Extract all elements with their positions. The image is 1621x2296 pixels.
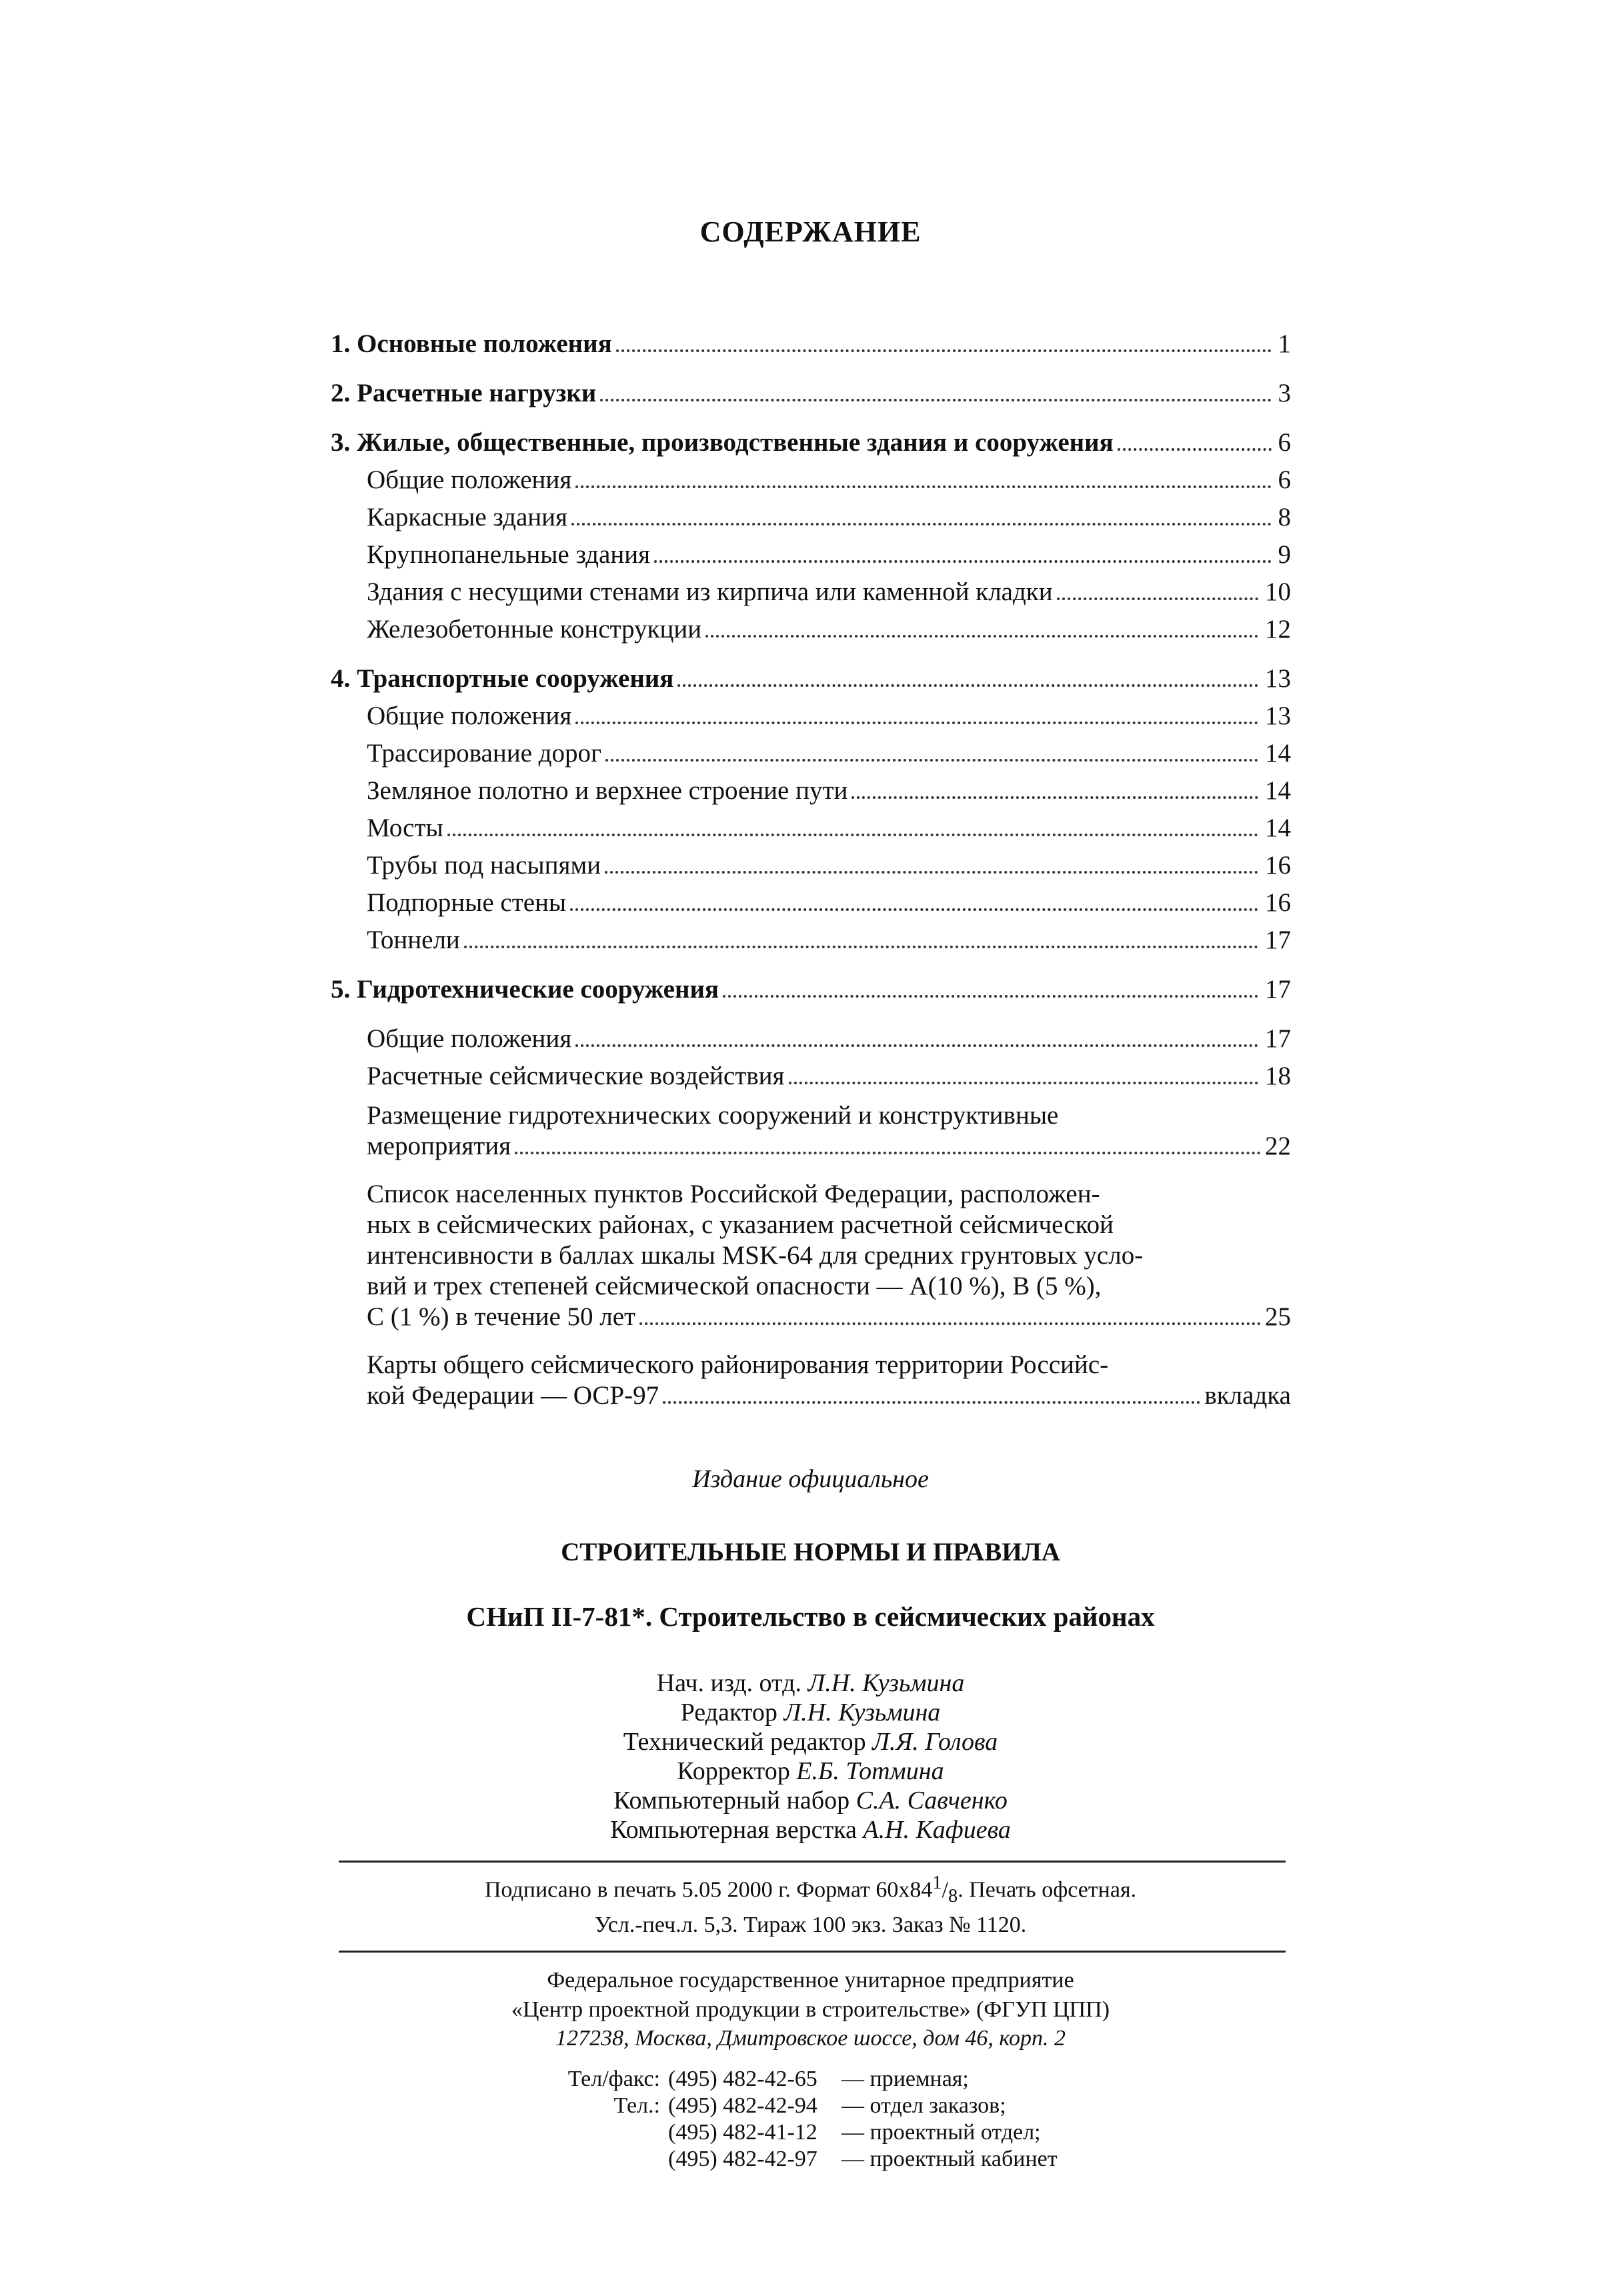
toc-page: 17 [1265, 1024, 1291, 1053]
toc-label-line: интенсивности в баллах шкалы MSK-64 для средних грунтовых усло- [367, 1241, 1144, 1270]
toc-item[interactable] [331, 810, 1291, 847]
leader-dots [852, 796, 1258, 799]
toc-item-settlement-list[interactable] [331, 1179, 1291, 1332]
toc-page: 16 [1265, 851, 1291, 880]
toc-page: 18 [1265, 1062, 1291, 1090]
toc-label: Тоннели [367, 926, 460, 954]
toc-page: 14 [1265, 776, 1291, 805]
toc-section-1[interactable] [331, 325, 1291, 363]
leader-dots [789, 1082, 1259, 1084]
toc-label: Мосты [367, 814, 443, 842]
divider [339, 1861, 1286, 1863]
toc-label-line: вий и трех степеней сейсмической опасности — A(10 %), B (5 %), [367, 1272, 1102, 1300]
publisher-line: «Центр проектной продукции в строительстве» (ФГУП ЦПП) [511, 1997, 1110, 2022]
phone-label [520, 2146, 668, 2173]
phone-label: Тел.: [613, 2093, 660, 2118]
credit-name: С.А. Савченко [856, 1787, 1008, 1815]
credit-role: Корректор [677, 1757, 790, 1785]
toc-page: 8 [1278, 503, 1291, 531]
credit-name: Л.Я. Голова [872, 1728, 998, 1756]
toc-item[interactable] [331, 772, 1291, 810]
phone-label: Тел/факс: [567, 2067, 660, 2091]
toc-item[interactable] [331, 1058, 1291, 1095]
credit-line [0, 1815, 1621, 1845]
toc-page: 13 [1265, 664, 1291, 693]
toc-label-last-line [367, 1380, 1291, 1411]
toc-page: 10 [1265, 578, 1291, 606]
toc-page: 13 [1265, 702, 1291, 730]
leader-dots [571, 523, 1272, 525]
toc-item[interactable] [331, 922, 1291, 959]
phone-desc: — отдел заказов; [842, 2093, 1006, 2118]
fraction-denominator: 8 [948, 1886, 958, 1907]
credit-name: Л.Н. Кузьмина [807, 1669, 965, 1697]
credit-line [0, 1757, 1621, 1786]
phone-row [520, 2146, 1058, 2173]
credit-line [0, 1668, 1621, 1698]
credits-block [0, 1668, 1621, 1845]
publisher-block [0, 1966, 1621, 2025]
toc-label: Здания с несущими стенами из кирпича или каменной кладки [367, 578, 1053, 606]
phone-row [520, 2119, 1058, 2146]
toc-item[interactable] [331, 536, 1291, 573]
toc-page: 17 [1265, 926, 1291, 954]
toc-label-line: C (1 %) в течение 50 лет [367, 1302, 636, 1331]
leader-dots [575, 722, 1258, 724]
credit-line [0, 1698, 1621, 1727]
credit-role: Редактор [680, 1698, 777, 1727]
toc-label: Железобетонные конструкции [367, 615, 702, 644]
toc-item[interactable] [331, 735, 1291, 772]
toc-item[interactable] [331, 1020, 1291, 1058]
toc-page: 14 [1265, 739, 1291, 768]
toc-section-5[interactable] [331, 971, 1291, 1008]
toc-item[interactable] [331, 499, 1291, 536]
toc-label: Общие положения [367, 1024, 572, 1053]
toc-label: 2. Расчетные нагрузки [331, 379, 597, 407]
leader-dots [654, 560, 1271, 563]
phone-desc: — проектный кабинет [842, 2147, 1058, 2171]
leader-dots [515, 1152, 1261, 1154]
toc-item[interactable] [331, 461, 1291, 499]
toc-page: 16 [1265, 888, 1291, 917]
phone-label [520, 2119, 668, 2146]
toc-label-last-line [367, 1131, 1291, 1162]
toc-label: Общие положения [367, 702, 572, 730]
toc-page: 6 [1278, 465, 1291, 494]
print-info-text: . Печать офсетная. [958, 1877, 1137, 1903]
toc-item[interactable] [331, 847, 1291, 884]
toc-page: 1 [1278, 329, 1291, 358]
phone-desc: — приемная; [842, 2067, 969, 2091]
toc-item[interactable] [331, 698, 1291, 735]
toc-page: 12 [1265, 615, 1291, 644]
toc-label-line: Список населенных пунктов Российской Федерации, расположен- [367, 1180, 1100, 1208]
edition-note: Издание официальное [692, 1465, 929, 1493]
leader-dots [639, 1322, 1261, 1325]
toc-page: 25 [1265, 1302, 1291, 1331]
leader-dots [464, 946, 1258, 948]
toc-label-last-line [367, 1302, 1291, 1332]
toc-label: Каркасные здания [367, 503, 567, 531]
document-title: СНиП II-7-81*. Строительство в сейсмических районах [466, 1601, 1155, 1632]
leader-dots [677, 684, 1258, 687]
toc-label-line: Размещение гидротехнических сооружений и конструктивные [367, 1101, 1059, 1130]
leader-dots [663, 1401, 1200, 1404]
phone-desc: — проектный отдел; [842, 2120, 1041, 2145]
leader-dots [1057, 598, 1258, 600]
print-info-text: Подписано в печать 5.05 2000 г. Формат 60x84 [484, 1877, 933, 1903]
leader-dots [1118, 448, 1272, 451]
phone-list [520, 2066, 1058, 2173]
leader-dots [723, 995, 1258, 998]
phone-number: (495) 482-41-12 [668, 2120, 818, 2145]
toc-label: Подпорные стены [367, 888, 567, 917]
toc-page: 14 [1265, 814, 1291, 842]
credit-line [0, 1786, 1621, 1815]
divider [339, 1951, 1286, 1953]
toc-section-3[interactable] [331, 424, 1291, 461]
table-of-contents [331, 325, 1291, 1411]
toc-label: 3. Жилые, общественные, производственные здания и сооружения [331, 428, 1114, 457]
toc-page: 9 [1278, 540, 1291, 569]
publisher-line: Федеральное государственное унитарное предприятие [547, 1968, 1074, 1993]
phone-row [520, 2093, 1058, 2119]
fraction-numerator: 1 [932, 1873, 942, 1893]
toc-page: вкладка [1204, 1381, 1291, 1410]
toc-item[interactable] [331, 884, 1291, 922]
leader-dots [600, 399, 1271, 401]
toc-label: Трассирование дорог [367, 739, 601, 768]
toc-label: 4. Транспортные сооружения [331, 664, 674, 693]
credit-role: Компьютерный набор [613, 1787, 850, 1815]
toc-section-2[interactable] [331, 375, 1291, 412]
leader-dots [616, 349, 1272, 352]
toc-item-maps[interactable] [331, 1350, 1291, 1411]
fraction-slash: / [942, 1877, 949, 1903]
credit-role: Нач. изд. отд. [656, 1669, 801, 1697]
phone-row [520, 2066, 1058, 2093]
toc-label: 1. Основные положения [331, 329, 612, 358]
leader-dots [605, 759, 1258, 762]
toc-item[interactable] [331, 611, 1291, 648]
credit-role: Технический редактор [623, 1728, 866, 1756]
toc-page: 17 [1265, 975, 1291, 1004]
toc-label: Трубы под насыпями [367, 851, 601, 880]
print-info-line [0, 1873, 1621, 1907]
phone-number: (495) 482-42-94 [668, 2093, 818, 2118]
credit-line [0, 1727, 1621, 1757]
toc-label: Земляное полотно и верхнее строение пути [367, 776, 848, 805]
toc-label-line: Карты общего сейсмического районирования территории Российс- [367, 1350, 1109, 1379]
leader-dots [605, 871, 1258, 874]
leader-dots [447, 834, 1258, 836]
leader-dots [575, 485, 1271, 488]
leader-dots [705, 635, 1258, 638]
toc-section-4[interactable] [331, 660, 1291, 698]
credit-role: Компьютерная верстка [610, 1816, 857, 1844]
toc-title: СОДЕРЖАНИЕ [699, 215, 922, 248]
norms-title: СТРОИТЕЛЬНЫЕ НОРМЫ И ПРАВИЛА [561, 1538, 1060, 1566]
leader-dots [570, 908, 1258, 911]
credit-name: А.Н. Кафиева [863, 1816, 1011, 1844]
toc-page: 3 [1278, 379, 1291, 407]
toc-label: Расчетные сейсмические воздействия [367, 1062, 785, 1090]
toc-page: 22 [1265, 1132, 1291, 1160]
toc-label: Крупнопанельные здания [367, 540, 651, 569]
credit-name: Л.Н. Кузьмина [783, 1698, 941, 1727]
toc-label-line: мероприятия [367, 1132, 511, 1160]
toc-item-placement[interactable] [331, 1100, 1291, 1162]
credit-name: Е.Б. Тотмина [796, 1757, 944, 1785]
phone-number: (495) 482-42-65 [668, 2067, 818, 2091]
toc-item[interactable] [331, 573, 1291, 611]
toc-page: 6 [1278, 428, 1291, 457]
toc-label-line: ных в сейсмических районах, с указанием расчетной сейсмической [367, 1210, 1114, 1239]
phone-number: (495) 482-42-97 [668, 2147, 818, 2171]
toc-label-line: кой Федерации — ОСР-97 [367, 1381, 659, 1410]
toc-label: 5. Гидротехнические сооружения [331, 975, 719, 1004]
leader-dots [575, 1044, 1258, 1047]
publisher-address: 127238, Москва, Дмитровское шоссе, дом 46, корп. 2 [555, 2026, 1066, 2051]
toc-label: Общие положения [367, 465, 572, 494]
print-run-line: Усл.-печ.л. 5,3. Тираж 100 экз. Заказ № 1120. [594, 1913, 1027, 1937]
